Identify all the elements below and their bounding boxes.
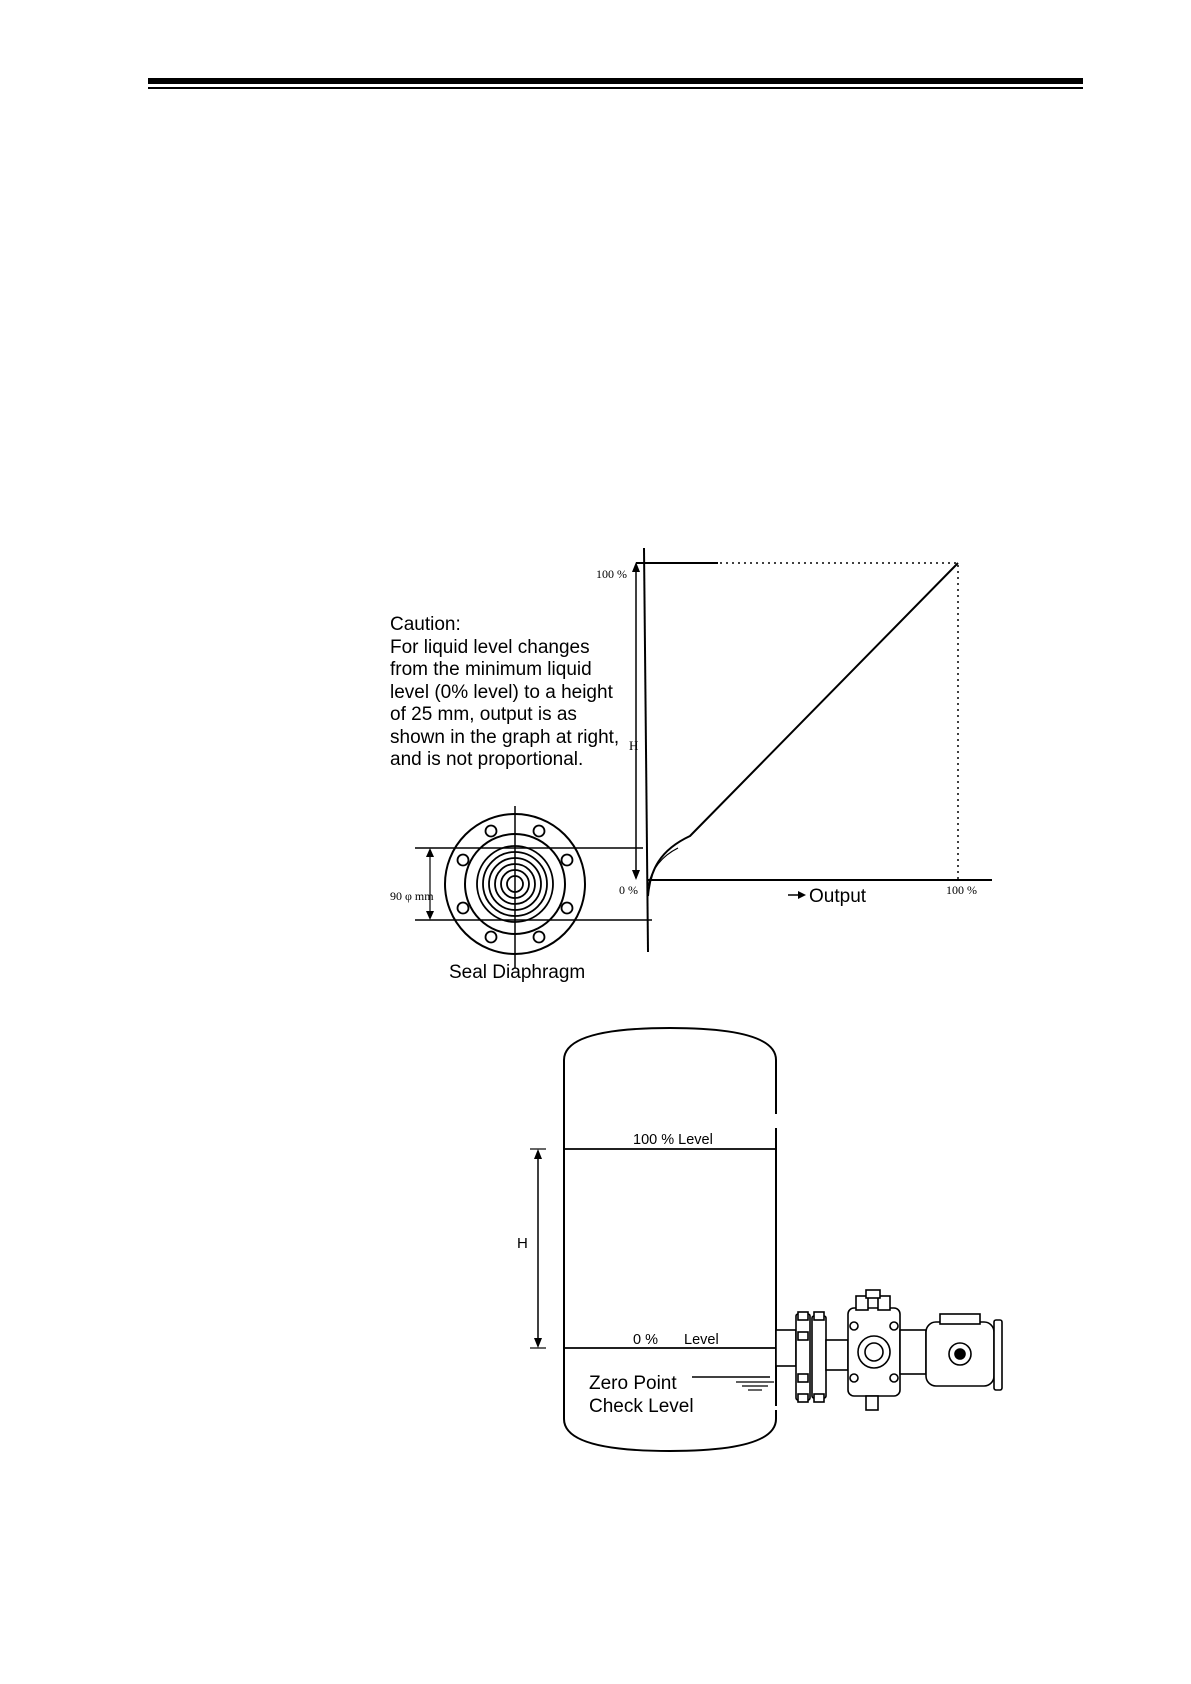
bolt-hole (562, 903, 573, 914)
caution-heading: Caution: (390, 614, 461, 635)
graph-h-arrow-down (632, 870, 640, 880)
flange-bolt (814, 1312, 824, 1320)
graph-y-axis (644, 548, 648, 952)
process-flange (796, 1314, 810, 1400)
caution-line-6: and is not proportional. (390, 749, 584, 770)
bolt-hole (562, 855, 573, 866)
caution-line-5: shown in the graph at right, (390, 726, 620, 748)
capsule-bolt (890, 1322, 898, 1330)
bolt-hole (486, 932, 497, 943)
capsule-bolt (850, 1374, 858, 1382)
output-arrow-icon (798, 891, 806, 899)
tank-0-level-word: Level (684, 1332, 719, 1348)
seal-diaphragm (415, 806, 652, 968)
diaphragm-dim-arrow-down (426, 911, 434, 920)
caution-line-4: of 25 mm, output is as (390, 704, 577, 725)
drain-fitting (866, 1396, 878, 1410)
housing-top-cap (940, 1314, 980, 1324)
check-level-label: Check Level (589, 1396, 694, 1417)
housing-cover (994, 1320, 1002, 1390)
graph-label-100-top: 100 % (596, 567, 627, 581)
flange-bolt (798, 1374, 808, 1382)
vent-cap (866, 1290, 880, 1298)
graph-label-0: 0 % (619, 883, 638, 897)
housing-conduit-port-inner (955, 1349, 965, 1359)
flange-bolt (798, 1312, 808, 1320)
transmitter-neck (826, 1340, 848, 1370)
diaphragm-caption: Seal Diaphragm (449, 962, 586, 983)
caution-line-3: level (0% level) to a height (390, 681, 613, 703)
bolt-hole (534, 826, 545, 837)
tank-top-shell (564, 1028, 776, 1117)
capsule-bolt (850, 1322, 858, 1330)
graph-label-output: Output (809, 886, 867, 907)
bolt-hole (458, 855, 469, 866)
flange-bolt (798, 1394, 808, 1402)
graph-characteristic-curve (648, 563, 958, 896)
graph-label-100-right: 100 % (946, 883, 977, 897)
diaphragm-dim-arrow-up (426, 848, 434, 857)
bolt-hole (486, 826, 497, 837)
bolt-hole (534, 932, 545, 943)
flange-bolt (798, 1332, 808, 1340)
zero-point-label: Zero Point (589, 1373, 677, 1394)
tank-100-level-label: 100 % Level (633, 1132, 713, 1148)
graph-label-h: H (629, 738, 639, 753)
seal-flange (812, 1316, 826, 1398)
caution-line-1: For liquid level changes (390, 636, 590, 658)
housing-neck (900, 1330, 926, 1374)
flange-bolt (814, 1394, 824, 1402)
tank-h-arrow-down (534, 1338, 542, 1348)
tank-0-level-percent: 0 % (633, 1332, 658, 1348)
caution-line-2: from the minimum liquid (390, 659, 592, 680)
bolt-hole (458, 903, 469, 914)
capsule-center-inner (865, 1343, 883, 1361)
tank-h-arrow-up (534, 1149, 542, 1159)
tank-nozzle (776, 1330, 796, 1366)
tank-h-label: H (517, 1235, 528, 1252)
diaphragm-diameter-label: 90 φ mm (390, 889, 434, 903)
pressure-transmitter (776, 1290, 1002, 1410)
capsule-bolt (890, 1374, 898, 1382)
